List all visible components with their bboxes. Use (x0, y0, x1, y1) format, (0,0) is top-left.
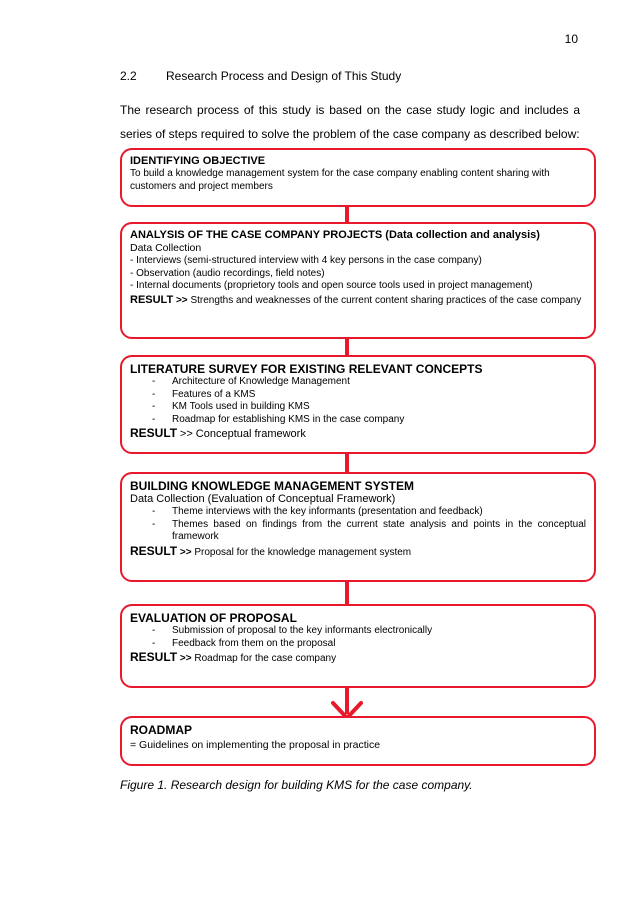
result-label: RESULT (130, 543, 178, 558)
list-item-text: KM Tools used in building KMS (172, 401, 310, 412)
box-text: = Guidelines on implementing the proposal in practice (130, 739, 381, 751)
evaluation-list (130, 625, 586, 650)
dash-marker: - (152, 506, 156, 517)
dash-marker: - (152, 376, 156, 387)
result-text: Roadmap for the case company (194, 653, 337, 664)
dash-marker: - (152, 625, 156, 636)
dash-marker: - (152, 637, 156, 649)
intro-line: The research process of this study is based on the case study logic and includes a (120, 103, 580, 117)
building-list (130, 506, 586, 544)
box-title: ROADMAP (130, 723, 192, 737)
result-line (130, 651, 586, 666)
list-item (152, 376, 586, 389)
list-item-text: Architecture of Knowledge Management (172, 376, 350, 387)
dash-marker: - (152, 388, 156, 400)
list-item (152, 506, 586, 519)
list-item-text: Theme interviews with the key informants (presentation and feedback) (172, 506, 483, 517)
intro-line: series of steps required to solve the problem of the case company as described below: (120, 127, 580, 141)
list-item-text: Submission of proposal to the key informants electronically (172, 625, 433, 636)
box-roadmap (120, 716, 596, 766)
list-item (152, 389, 586, 402)
result-label: RESULT (130, 293, 174, 306)
result-label: RESULT (130, 650, 178, 664)
list-item-text: Themes based on findings from the current state analysis and points in the conceptual framework (172, 518, 586, 542)
list-item (152, 414, 586, 427)
box-literature-survey (120, 355, 596, 454)
list-item (152, 401, 586, 414)
box-text: To build a knowledge management system for the case company enabling content sharing with customers and project members (130, 168, 550, 192)
result-arrow: >> (175, 294, 188, 306)
box-title: EVALUATION OF PROPOSAL (130, 611, 297, 625)
box-evaluation (120, 604, 596, 688)
list-item-text: Roadmap for establishing KMS in the case company (172, 413, 405, 425)
list-item (152, 638, 586, 651)
list-item-text: Feedback from them on the proposal (172, 637, 336, 649)
list-item-text: Features of a KMS (172, 388, 256, 400)
result-line (130, 427, 586, 442)
dash-marker: - (152, 401, 156, 412)
intro-paragraph (120, 98, 580, 146)
list-item (152, 625, 586, 638)
result-line (130, 545, 586, 560)
analysis-item: - Observation (audio recordings, field notes) (130, 267, 325, 279)
box-title: BUILDING KNOWLEDGE MANAGEMENT SYSTEM (130, 479, 414, 493)
analysis-item: - Internal documents (proprietory tools and open source tools used in project management) (130, 280, 533, 291)
result-arrow: >> (179, 653, 192, 664)
box-analysis (120, 222, 596, 339)
list-item (152, 519, 586, 544)
box-title: IDENTIFYING OBJECTIVE (130, 155, 266, 167)
figure-caption: Figure 1. Research design for building KMS for the case company. (120, 778, 473, 792)
analysis-item: - Interviews (semi-structured interview with 4 key persons in the case company) (130, 255, 482, 266)
page-number: 10 (564, 32, 578, 46)
section-title: Research Process and Design of This Study (166, 69, 402, 83)
result-line (130, 294, 586, 308)
section-heading (120, 69, 401, 83)
box-title: ANALYSIS OF THE CASE COMPANY PROJECTS (Data collection and analysis) (130, 229, 540, 241)
literature-list (130, 376, 586, 426)
dash-marker: - (152, 413, 156, 425)
result-text: >> Conceptual framework (179, 428, 306, 440)
section-number: 2.2 (120, 69, 137, 83)
result-label: RESULT (130, 426, 178, 440)
box-title: LITERATURE SURVEY FOR EXISTING RELEVANT CONCEPTS (130, 362, 483, 376)
box-subtitle: Data Collection (130, 242, 202, 254)
dash-marker: - (152, 518, 156, 530)
box-building-kms (120, 472, 596, 582)
result-text: Strengths and weaknesses of the current content sharing practices of the case company (190, 294, 582, 306)
result-arrow: >> (179, 546, 192, 558)
box-identifying-objective (120, 148, 596, 207)
result-text: Proposal for the knowledge management system (194, 546, 412, 558)
box-subtitle: Data Collection (Evaluation of Conceptual Framework) (130, 493, 396, 505)
